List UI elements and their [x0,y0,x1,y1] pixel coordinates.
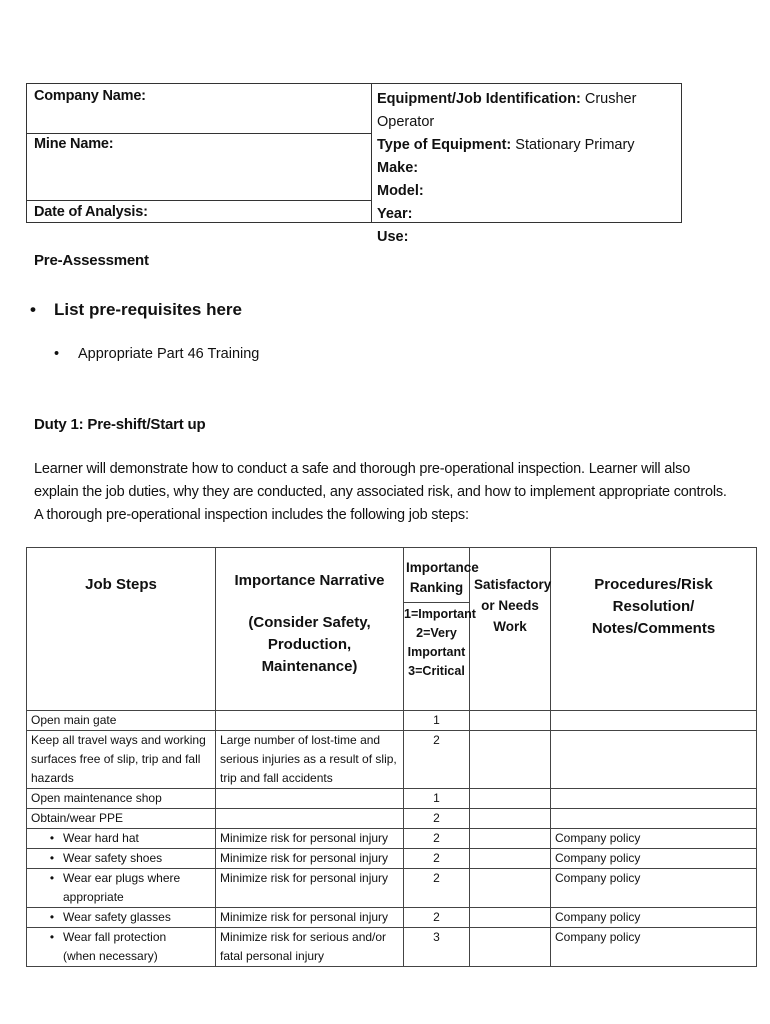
job-step-text: Wear fall protection (when necessary) [63,930,167,963]
narrative-cell: Minimize risk for personal injury [216,849,404,869]
notes-cell: Company policy [551,928,757,967]
narrative-cell: Minimize risk for personal injury [216,908,404,928]
training-bullet [54,346,259,362]
notes-cell [551,711,757,731]
prerequisites-bullet [30,300,242,320]
job-step-cell [27,908,216,928]
narrative-cell: Minimize risk for personal injury [216,869,404,908]
ranking-cell: 2 [404,849,470,869]
satisfactory-header: Satisfactory or Needs Work [470,548,551,711]
prerequisites-text: List pre-requisites here [54,300,243,319]
narrative-header-title: Importance Narrative [234,572,385,589]
bullet-icon: • [54,346,60,362]
notes-cell: Company policy [551,829,757,849]
satisfactory-cell [470,789,551,809]
procedures-header [551,548,757,711]
notes-cell: Company policy [551,849,757,869]
make-label: Make: [377,160,419,176]
ranking-cell: 2 [404,809,470,829]
job-step-cell: Open main gate [27,711,216,731]
ranking-cell: 1 [404,789,470,809]
type-label: Type of Equipment: [377,137,512,153]
job-step-text: Wear ear plugs where appropriate [63,871,181,904]
use-label: Use: [377,229,409,245]
divider [371,84,372,222]
duty-heading: Duty 1: Pre-shift/Start up [34,416,206,433]
bullet-icon: • [49,851,55,865]
mine-name-label: Mine Name: [34,136,114,152]
divider [27,133,371,134]
job-step-cell: Open maintenance shop [27,789,216,809]
equipment-label: Equipment/Job Identification: [377,91,581,107]
table-row [27,908,757,928]
ranking-header-title: Importance Ranking [406,560,479,595]
equipment-info [377,88,681,249]
ranking-cell: 1 [404,711,470,731]
narrative-cell: Minimize risk for serious and/or fatal personal injury [216,928,404,967]
bullet-icon: • [49,831,55,845]
ranking-cell: 2 [404,731,470,789]
ranking-header [404,548,479,711]
ranking-header-scale: 1=Important 2=Very Important 3=Critical [404,602,469,681]
model-label: Model: [377,183,424,199]
job-steps-header-text: Job Steps [85,576,157,593]
table-row [27,928,757,967]
ranking-cell: 2 [404,869,470,908]
notes-cell [551,789,757,809]
job-step-cell [27,829,216,849]
company-name-label: Company Name: [34,88,146,104]
table-header-row [27,548,757,711]
table-row [27,829,757,849]
satisfactory-cell [470,809,551,829]
job-steps-table [26,547,757,967]
bullet-icon: • [49,871,55,885]
notes-cell [551,731,757,789]
bullet-icon: • [49,910,55,924]
table-row [27,869,757,908]
narrative-cell [216,711,404,731]
table-row [27,731,757,789]
ranking-cell: 3 [404,928,470,967]
job-step-cell [27,869,216,908]
narrative-header [216,548,404,711]
training-text: Appropriate Part 46 Training [78,346,260,362]
job-step-cell: Keep all travel ways and working surfaces free of slip, trip and fall hazards [27,731,216,789]
satisfactory-cell [470,928,551,967]
job-steps-header [27,548,216,711]
notes-cell: Company policy [551,908,757,928]
satisfactory-cell [470,829,551,849]
notes-cell: Company policy [551,869,757,908]
table-row [27,711,757,731]
satisfactory-cell [470,869,551,908]
ranking-cell: 2 [404,829,470,849]
divider [27,200,371,201]
narrative-cell: Large number of lost-time and serious injuries as a result of slip, trip and fall accidents [216,731,404,789]
equipment-value: Crusher Operator [377,91,637,130]
job-step-cell: Obtain/wear PPE [27,809,216,829]
satisfactory-cell [470,711,551,731]
satisfactory-cell [470,908,551,928]
narrative-header-subtitle: (Consider Safety, Production, Maintenance) [248,614,371,675]
bullet-icon: • [30,300,36,319]
date-of-analysis-label: Date of Analysis: [34,204,148,220]
table-row [27,789,757,809]
narrative-cell: Minimize risk for personal injury [216,829,404,849]
table-body [27,711,757,967]
job-step-text: Wear hard hat [63,831,139,845]
table-row [27,849,757,869]
narrative-cell [216,809,404,829]
table-row [27,809,757,829]
pre-assessment-heading: Pre-Assessment [34,252,149,269]
procedures-header-text: Procedures/Risk Resolution/ Notes/Comments [591,576,716,637]
narrative-cell [216,789,404,809]
duty-description: Learner will demonstrate how to conduct a safe and thorough pre-operational inspection. Learner will also explain the job duties, why they are conducted, any associated risk, and how to implement appropriate controls. A thorough pre-operational inspection includes the following job steps: [34,461,727,523]
year-label: Year: [377,206,413,222]
job-step-text: Wear safety shoes [63,851,163,865]
satisfactory-cell [470,849,551,869]
satisfactory-cell [470,731,551,789]
type-value: Stationary Primary [515,137,635,153]
job-step-cell [27,849,216,869]
notes-cell [551,809,757,829]
job-step-cell [27,928,216,967]
header-info-box [26,83,682,245]
ranking-cell: 2 [404,908,470,928]
job-step-text: Wear safety glasses [63,910,171,924]
bullet-icon: • [49,930,55,944]
